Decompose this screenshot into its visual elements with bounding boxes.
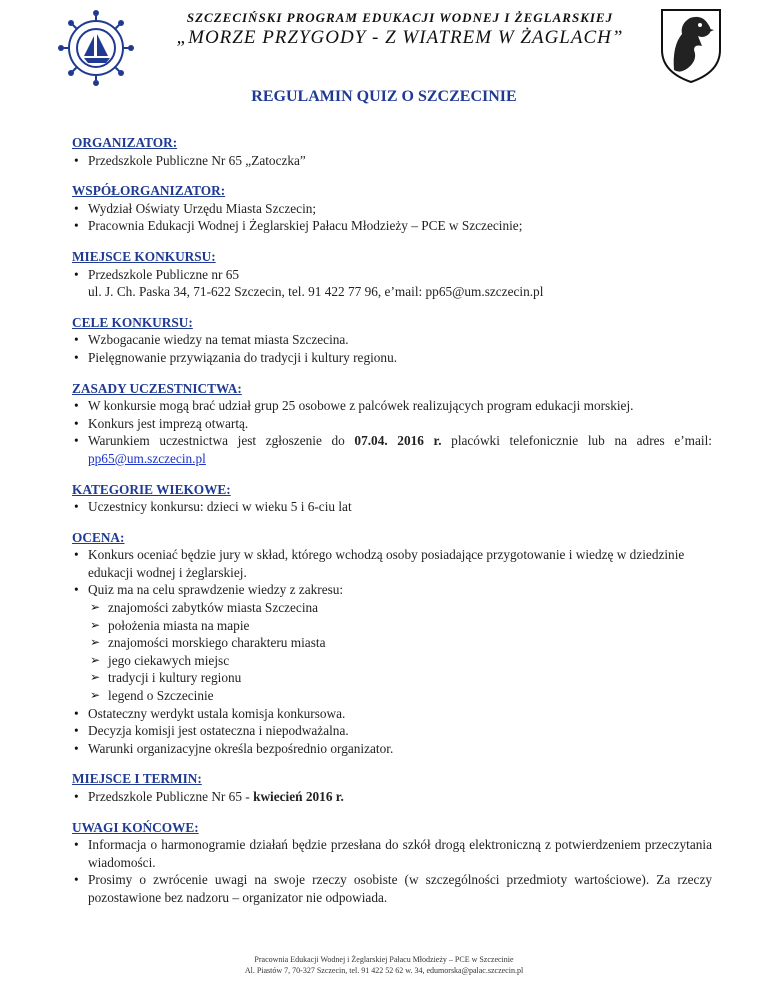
list-item: • Uczestnicy konkursu: dzieci w wieku 5 i 6-ciu lat [72, 498, 712, 516]
griffin-coat-of-arms-icon [658, 6, 724, 84]
list-item: • Konkurs oceniać będzie jury w skład, którego wchodzą osoby posiadające przygotowanie i wiedzę w dziedzinie edukacji wodnej i żeglarskiej. [72, 546, 712, 581]
section-heading: MIEJSCE I TERMIN: [72, 771, 202, 787]
section-place-and-date [72, 770, 712, 805]
section-heading: OCENA: [72, 529, 125, 545]
list-item: • Ostateczny werdykt ustala komisja konkursowa. [72, 705, 712, 723]
program-name: SZCZECIŃSKI PROGRAM EDUKACJI WODNEJ I ŻEGLARSKIEJ [186, 10, 614, 25]
footer-line-1: Pracownia Edukacji Wodnej i Żeglarskiej Pałacu Młodzieży – PCE w Szczecinie [254, 955, 514, 964]
registration-text: Warunkiem uczestnictwa jest zgłoszenie do [88, 433, 355, 449]
list-item: • Decyzja komisji jest ostateczna i niepodważalna. [72, 722, 712, 740]
list-item: • Pracownia Edukacji Wodnej i Żeglarskiej Pałacu Młodzieży – PCE w Szczecinie; [72, 217, 712, 235]
page-header [0, 0, 768, 80]
section-organizer [72, 134, 712, 169]
regulations-body [72, 134, 712, 920]
page-footer [0, 954, 768, 976]
section-heading: WSPÓŁORGANIZATOR: [72, 183, 226, 199]
section-heading: CELE KONKURSU: [72, 314, 193, 330]
list-item: • Quiz ma na celu sprawdzenie wiedzy z zakresu: [72, 581, 712, 599]
list-item: • Wzbogacanie wiedzy na temat miasta Szczecina. [72, 331, 712, 349]
list-item [72, 788, 712, 806]
list-item: • Warunki organizacyjne określa bezpośrednio organizator. [72, 740, 712, 758]
section-heading: UWAGI KOŃCOWE: [72, 819, 199, 835]
section-heading: ZASADY UCZESTNICTWA: [72, 380, 242, 396]
section-heading: KATEGORIE WIEKOWE: [72, 481, 231, 497]
email-link[interactable]: pp65@um.szczecin.pl [88, 450, 206, 466]
section-goals [72, 314, 712, 367]
section-final-remarks [72, 819, 712, 907]
section-evaluation [72, 529, 712, 758]
program-motto: „MORZE PRZYGODY - Z WIATREM W ŻAGLACH” [176, 27, 624, 48]
event-date: kwiecień 2016 r. [253, 789, 344, 804]
venue-address: ul. J. Ch. Paska 34, 71-622 Szczecin, tel. 91 422 77 96, e’mail: pp65@um.szczecin.pl [88, 284, 544, 300]
list-item: • Przedszkole Publiczne Nr 65 „Zatoczka” [72, 152, 712, 170]
sub-list-item: ➢ znajomości morskiego charakteru miasta [72, 634, 712, 652]
registration-deadline: 07.04. 2016 r. [354, 433, 442, 449]
registration-text-2: placówki telefonicznie lub na adres e’mail: [441, 433, 712, 449]
footer-line-2: Al. Piastów 7, 70-327 Szczecin, tel. 91 422 52 62 w. 34, edumorska@palac.szczecin.pl [244, 966, 524, 975]
list-item [72, 432, 712, 467]
list-item: • Pielęgnowanie przywiązania do tradycji i kultury regionu. [72, 349, 712, 367]
section-age-categories [72, 481, 712, 516]
list-item: • W konkursie mogą brać udział grup 25 osobowe z palcówek realizujących program edukacji morskiej. [72, 397, 712, 415]
section-heading: MIEJSCE KONKURSU: [72, 248, 216, 264]
list-item: • Informacja o harmonogramie działań będzie przesłana do szkół drogą elektroniczną z potwierdzeniem przeczytania wiadomości. [72, 836, 712, 871]
section-co-organizer [72, 182, 712, 235]
sub-list-item: ➢ legend o Szczecinie [72, 687, 712, 705]
sub-list-item: ➢ jego ciekawych miejsc [72, 652, 712, 670]
event-venue: Przedszkole Publiczne Nr 65 - [88, 789, 254, 804]
list-item: • Konkurs jest imprezą otwartą. [72, 415, 712, 433]
section-heading: ORGANIZATOR: [72, 135, 178, 150]
ships-wheel-logo-icon [58, 10, 134, 86]
sub-list-item: ➢ znajomości zabytków miasta Szczecina [72, 599, 712, 617]
sub-list-item: ➢ tradycji i kultury regionu [72, 669, 712, 687]
sub-list-item: ➢ położenia miasta na mapie [72, 617, 712, 635]
document-title: REGULAMIN QUIZ O SZCZECINIE [251, 88, 517, 105]
list-item: • Wydział Oświaty Urzędu Miasta Szczecin; [72, 200, 712, 218]
list-item: • Prosimy o zwrócenie uwagi na swoje rzeczy osobiste (w szczególności przedmioty wartościowe). Za rzeczy pozostawione bez nadzoru – organizator nie odpowiada. [72, 871, 712, 906]
list-item: • Przedszkole Publiczne nr 65 [72, 266, 712, 284]
section-participation-rules [72, 380, 712, 468]
section-venue [72, 248, 712, 301]
